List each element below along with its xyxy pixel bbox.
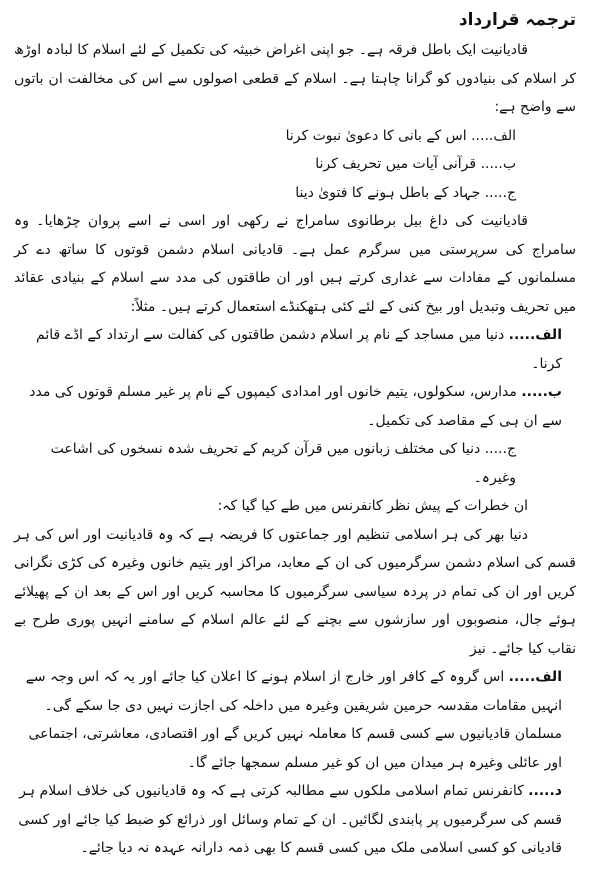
- item-text: اس گروہ کے کافر اور خارج از اسلام ہونے کا اعلان کیا جائے اور یہ کہ اس وجہ سے انہیں مقامات مقدسہ حرمین شریفین وغیرہ میں داخلہ کی اجازت نہیں دی جا سکے گی۔ مسلمان قادیانیوں سے کسی قسم کا معاملہ نہیں کریں گے اور اقتصادی، معاشرتی، اجتماعی اور عائلی وغیرہ ہر میدان میں ان کو غیر مسلم سمجھا جائے گا۔: [25, 669, 562, 771]
- list-item: [14, 122, 576, 151]
- item-label: الف.....: [471, 127, 516, 144]
- list-item: [14, 378, 576, 435]
- paragraph-history: قادیانیت کی داغ بیل برطانوی سامراج نے رکھی اور اسی نے اسے پروان چڑھایا۔ وہ سامراج کی سرپرستی میں سرگرم عمل ہے۔ قادیانی اسلام دشمن قوتوں کا ساتھ دے کر مسلمانوں کے مفادات سے غداری کرتے ہیں اور ان طاقتوں کی مدد سے اسلام کے بنیادی عقائد میں تحریف وتبدیل اور بیخ کنی کے لئے کئی ہتھکنڈے استعمال کرتے ہیں۔ مثلاً:: [14, 213, 576, 315]
- item-label: الف.....: [508, 669, 562, 685]
- list-item: [14, 150, 576, 179]
- item-label: د.....: [528, 783, 562, 799]
- paragraph-duty: دنیا بھر کی ہر اسلامی تنظیم اور جماعتوں کا فریضہ ہے کہ وہ قادیانیت اور اس کی ہر قسم کی اسلام دشمن سرگرمیوں کی ان کے معابد، مراکز اور یتیم خانوں وغیرہ کی کڑی نگرانی کریں اور ان کی تمام در پردہ سیاسی سرگرمیوں کا محاسبہ کریں اور اس کے بعد ان کے پھیلائے ہوئے جال، منصوبوں اور سازشوں سے بچنے کے لئے عالم اسلام کے سامنے انہیں پوری طرح بے نقاب کیا جائے۔ نیز: [14, 526, 576, 657]
- item-text: اس کے بانی کا دعویٰ نبوت کرنا: [285, 127, 467, 144]
- list-item: [14, 435, 576, 492]
- list-item: [14, 663, 576, 777]
- document-heading: ترجمہ قرارداد: [458, 10, 576, 30]
- item-label: ب.....: [521, 384, 562, 400]
- item-label: ج.....: [484, 441, 516, 457]
- list-item: [14, 179, 576, 208]
- item-text: کانفرنس تمام اسلامی ملکوں سے مطالبہ کرتی ہے کہ وہ قادیانیوں کی خلاف اسلام ہر قسم کی سرگرمیوں پر پابندی لگائیں۔ ان کے تمام وسائل اور ذرائع کو ضبط کیا جائے اور کسی قادیانی کو کسی اسلامی ملک میں کسی قسم کا بھی ذمہ دارانہ عہدہ نہ دیا جائے۔: [18, 783, 562, 856]
- item-label: الف.....: [508, 327, 562, 343]
- list-item: [14, 321, 576, 378]
- item-text: دنیا کی مختلف زبانوں میں قرآن کریم کے تحریف شدہ نسخوں کی اشاعت وغیرہ۔: [50, 441, 516, 486]
- item-text: قرآنی آیات میں تحریف کرنا: [315, 156, 477, 172]
- paragraph-resolution-intro: ان خطرات کے پیش نظر کانفرنس میں طے کیا گیا کہ:: [217, 498, 528, 514]
- item-text: جہاد کے باطل ہونے کا فتویٰ دینا: [295, 184, 481, 201]
- paragraph-intro: قادیانیت ایک باطل فرقہ ہے۔ جو اپنی اغراض خبیثہ کی تکمیل کے لئے اسلام کا لبادہ اوڑھ کر اسلام کی بنیادوں کو گرانا چاہتا ہے۔ اسلام کے قطعی اصولوں سے اس کی مخالفت ان باتوں سے واضح ہے:: [14, 42, 576, 115]
- item-text: مدارس، سکولوں، یتیم خانوں اور امدادی کیمپوں کے نام پر غیر مسلم قوتوں کی مدد سے ان ہی کے مقاصد کی تکمیل۔: [29, 384, 562, 429]
- item-label: ج.....: [484, 184, 516, 201]
- item-text: دنیا میں مساجد کے نام پر اسلام دشمن طاقتوں کی کفالت سے ارتداد کے اڈے قائم کرنا۔: [36, 327, 562, 372]
- list-item: [14, 777, 576, 863]
- item-label: ب.....: [480, 156, 516, 172]
